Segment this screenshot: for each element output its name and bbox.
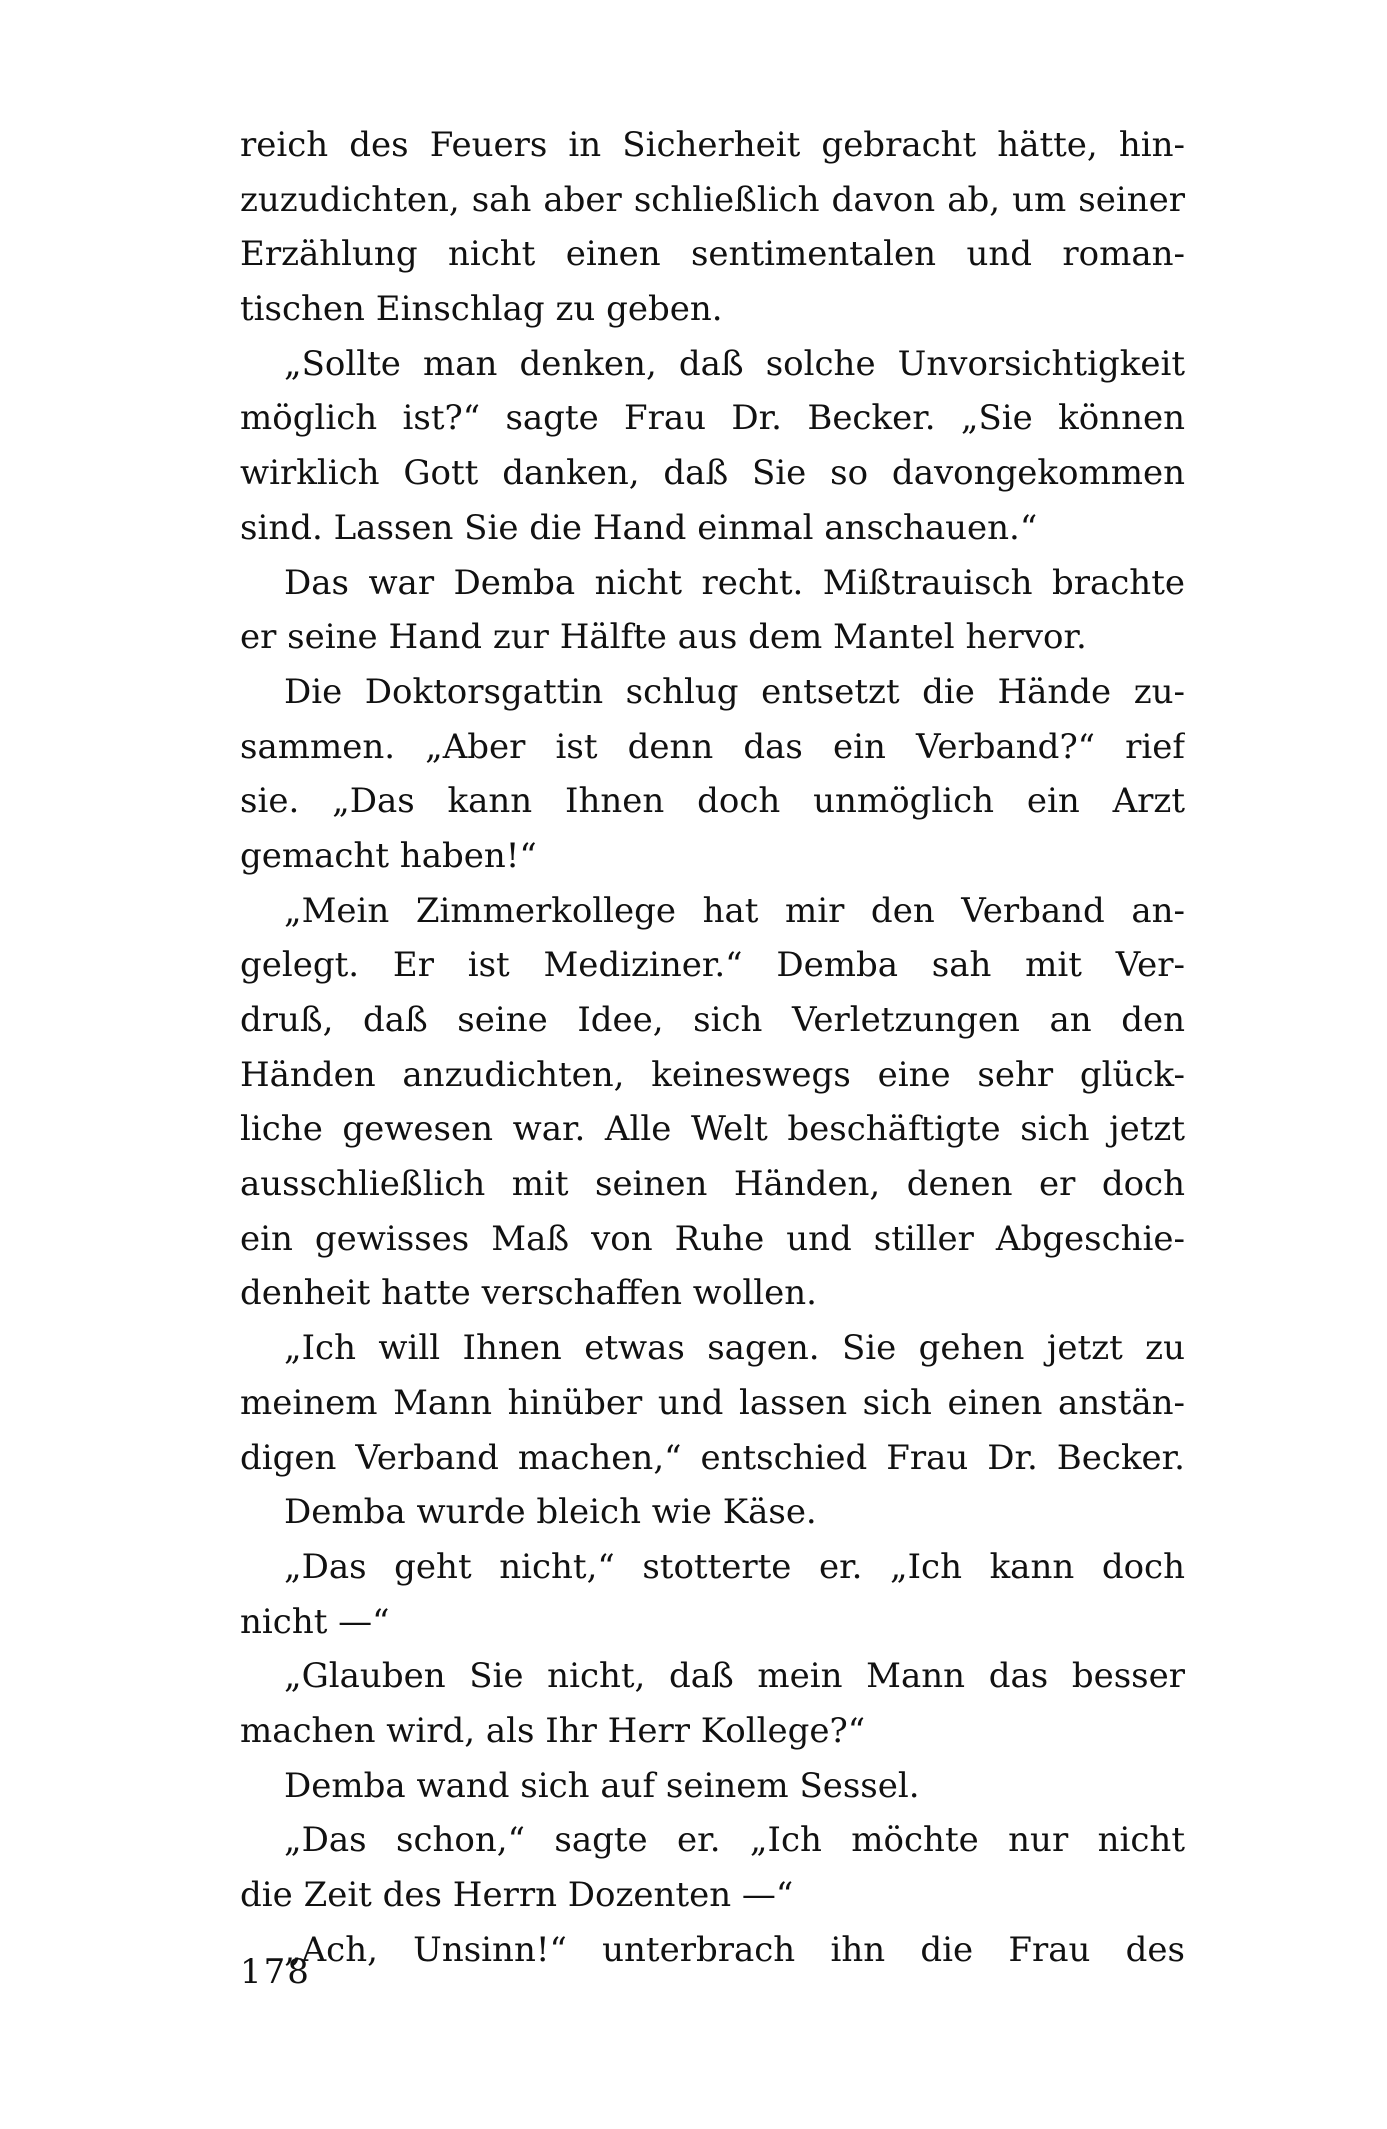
text-line: digen Verband machen,“ entschied Frau Dr. Becker. (240, 1437, 1185, 1478)
text-line: zuzudichten, sah aber schließlich davon ab, um seiner (240, 179, 1185, 220)
text-line: tischen Einschlag zu geben. (240, 289, 723, 330)
text-line: gelegt. Er ist Mediziner.“ Demba sah mit Ver- (240, 945, 1185, 986)
text-line: Erzählung nicht einen sentimentalen und roman- (240, 234, 1185, 275)
text-line: denheit hatte verschaffen wollen. (240, 1273, 817, 1314)
page-number: 178 (240, 1952, 311, 1992)
text-line: liche gewesen war. Alle Welt beschäftigte sich jetzt (240, 1109, 1185, 1150)
text-line: „Das schon,“ sagte er. „Ich möchte nur nicht (284, 1820, 1185, 1861)
text-line: ausschließlich mit seinen Händen, denen er doch (240, 1164, 1185, 1205)
text-line: nicht —“ (240, 1601, 390, 1642)
body-text (240, 118, 1185, 1977)
text-line: ein gewisses Maß von Ruhe und stiller Abgeschie- (240, 1218, 1185, 1259)
text-line: machen wird, als Ihr Herr Kollege?“ (240, 1710, 866, 1751)
text-line: „Sollte man denken, daß solche Unvorsichtigkeit (284, 343, 1185, 384)
text-line: sammen. „Aber ist denn das ein Verband?“ rief (240, 726, 1185, 767)
text-line: meinem Mann hinüber und lassen sich einen anstän- (240, 1382, 1185, 1423)
text-line: Die Doktorsgattin schlug entsetzt die Hände zu- (284, 671, 1185, 712)
text-line: druß, daß seine Idee, sich Verletzungen an den (240, 1000, 1185, 1040)
text-line: reich des Feuers in Sicherheit gebracht hätte, hin- (240, 125, 1185, 165)
text-line: die Zeit des Herrn Dozenten —“ (240, 1875, 794, 1915)
text-line: sie. „Das kann Ihnen doch unmöglich ein Arzt (240, 781, 1185, 822)
text-line: möglich ist?“ sagte Frau Dr. Becker. „Sie können (240, 398, 1185, 439)
text-line: „Glauben Sie nicht, daß mein Mann das besser (284, 1656, 1185, 1697)
text-line: „Ach, Unsinn!“ unterbrach ihn die Frau des (284, 1929, 1185, 1970)
text-line: Händen anzudichten, keineswegs eine sehr glück- (240, 1054, 1185, 1095)
text-line: „Mein Zimmerkollege hat mir den Verband an- (284, 890, 1185, 931)
text-line: gemacht haben!“ (240, 835, 537, 876)
text-line: „Das geht nicht,“ stotterte er. „Ich kann doch (284, 1546, 1185, 1587)
text-line: Das war Demba nicht recht. Mißtrauisch brachte (284, 562, 1185, 603)
text-line: „Ich will Ihnen etwas sagen. Sie gehen jetzt zu (284, 1328, 1185, 1369)
text-line: er seine Hand zur Hälfte aus dem Mantel hervor. (240, 617, 1087, 658)
text-line: Demba wurde bleich wie Käse. (284, 1492, 817, 1533)
text-line: wirklich Gott danken, daß Sie so davongekommen (240, 453, 1185, 494)
text-line: Demba wand sich auf seinem Sessel. (284, 1765, 920, 1806)
text-line: sind. Lassen Sie die Hand einmal anschauen.“ (240, 507, 1038, 548)
